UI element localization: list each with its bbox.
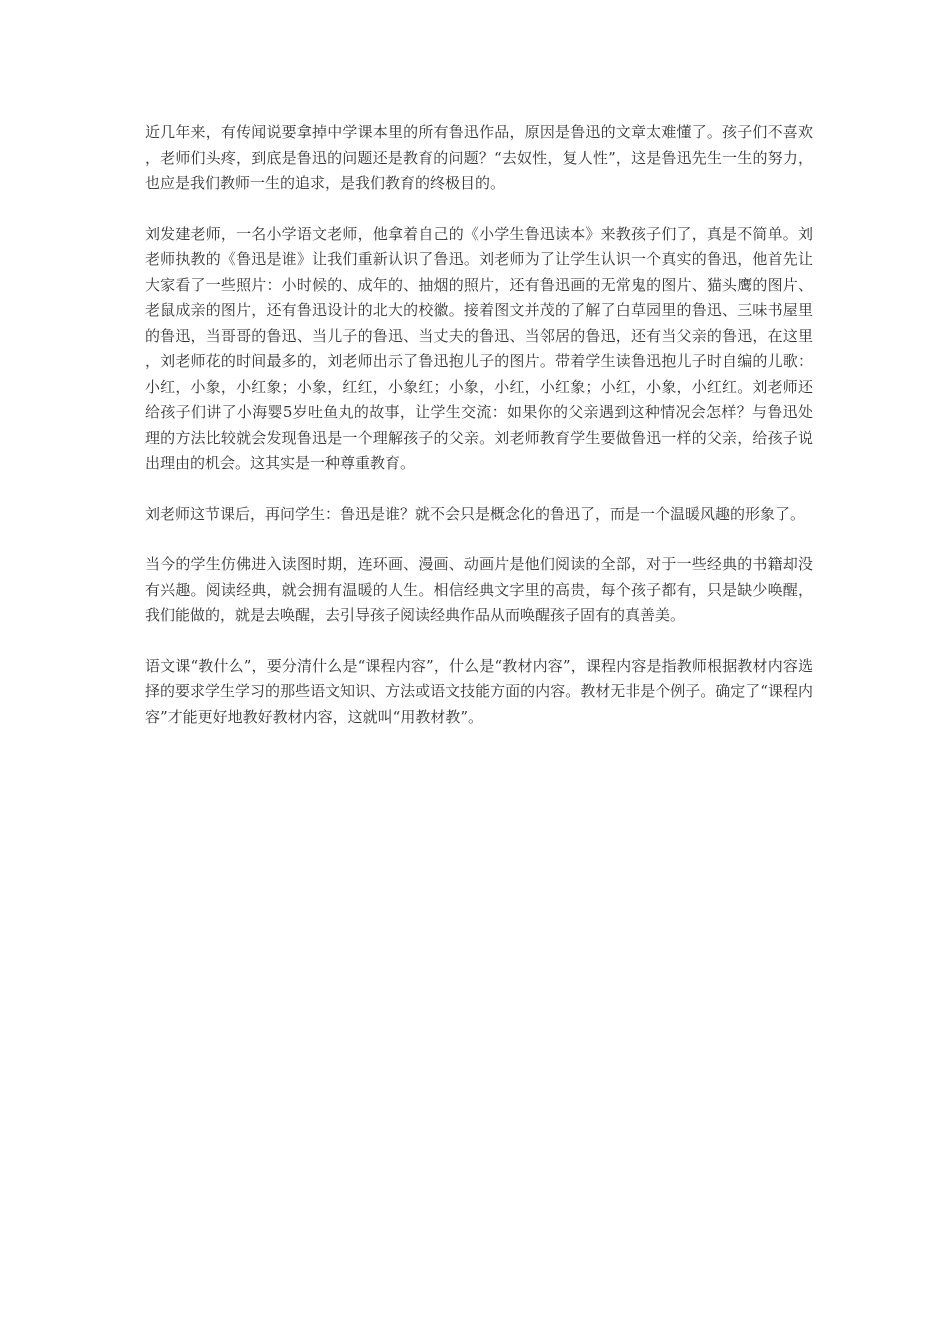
article-body	[145, 120, 813, 755]
paragraph-1: 近几年来，有传闻说要拿掉中学课本里的所有鲁迅作品，原因是鲁迅的文章太难懂了。孩子们不喜欢，老师们头疼，到底是鲁迅的问题还是教育的问题？“去奴性，复人性”，这是鲁迅先生一生的努力，也应是我们教师一生的追求，是我们教育的终极目的。	[145, 123, 813, 192]
paragraph-2: 刘发建老师，一名小学语文老师，他拿着自己的《小学生鲁迅读本》来教孩子们了，真是不简单。刘老师执教的《鲁迅是谁》让我们重新认识了鲁迅。刘老师为了让学生认识一个真实的鲁迅，他首先让大家看了一些照片：小时候的、成年的、抽烟的照片，还有鲁迅画的无常鬼的图片、猫头鹰的图片、老鼠成亲的图片，还有鲁迅设计的北大的校徽。接着图文并茂的了解了白草园里的鲁迅、三味书屋里的鲁迅，当哥哥的鲁迅、当儿子的鲁迅、当丈夫的鲁迅、当邻居的鲁迅，还有当父亲的鲁迅，在这里，刘老师花的时间最多的，刘老师出示了鲁迅抱儿子的图片。带着学生读鲁迅抱儿子时自编的儿歌：小红，小象，小红象；小象，红红，小象红；小象，小红，小红象；小红，小象，小红红。刘老师还给孩子们讲了小海婴5岁吐鱼丸的故事，让学生交流：如果你的父亲遇到这种情况会怎样？与鲁迅处理的方法比较就会发现鲁迅是一个理解孩子的父亲。刘老师教育学生要做鲁迅一样的父亲，给孩子说出理由的机会。这其实是一种尊重教育。	[145, 224, 813, 472]
paragraph-4: 当今的学生仿佛进入读图时期，连环画、漫画、动画片是他们阅读的全部，对于一些经典的书籍却没有兴趣。阅读经典，就会拥有温暖的人生。相信经典文字里的高贵，每个孩子都有，只是缺少唤醒，我们能做的，就是去唤醒，去引导孩子阅读经典作品从而唤醒孩子固有的真善美。	[145, 555, 813, 624]
paragraph-5: 语文课“教什么”，要分清什么是“课程内容”，什么是“教材内容”，课程内容是指教师根据教材内容选择的要求学生学习的那些语文知识、方法或语文技能方面的内容。教材无非是个例子。确定了“课程内容”才能更好地教好教材内容，这就叫“用教材教”。	[145, 656, 813, 726]
paragraph-3: 刘老师这节课后，再问学生：鲁迅是谁？就不会只是概念化的鲁迅了，而是一个温暖风趣的形象了。	[145, 504, 806, 523]
